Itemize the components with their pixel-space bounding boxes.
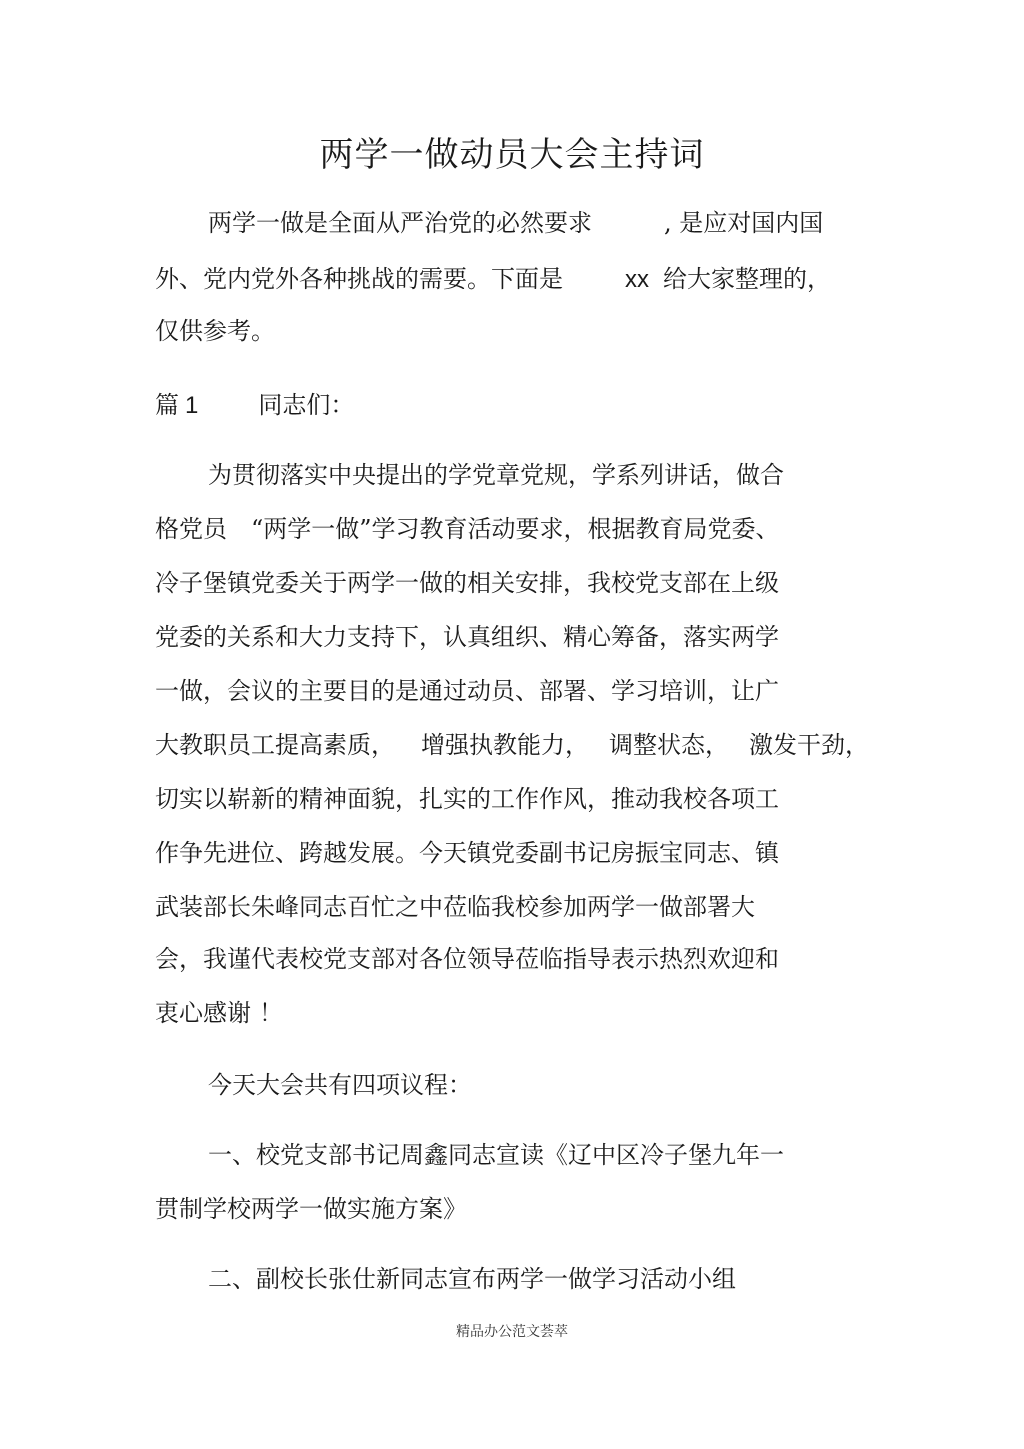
intro-text: 两学一做是全面从严治党的必然要求 bbox=[208, 209, 592, 237]
intro-text: , 是应对国内国 bbox=[664, 209, 824, 237]
para1-line-6 bbox=[155, 728, 869, 762]
para1-text: ！ bbox=[259, 1000, 283, 1027]
page-footer: 精品办公范文荟萃 bbox=[456, 1324, 568, 1340]
para1-line-8: 作争先进位、跨越发展。今天镇党委副书记房振宝同志、镇 bbox=[155, 839, 779, 867]
para1-text: 调整状态， bbox=[609, 731, 729, 759]
para1-line-11 bbox=[155, 996, 283, 1031]
para1-text: “两学一做”学习教育活动要求，根据教育局党委、 bbox=[251, 515, 780, 543]
intro-line-1 bbox=[208, 206, 823, 240]
agenda-item-1-line-1: 一、校党支部书记周鑫同志宣读《辽中区冷子堡九年一 bbox=[208, 1141, 784, 1169]
document-title: 两学一做动员大会主持词 bbox=[319, 135, 705, 175]
para1-text: 格党员 bbox=[155, 515, 227, 543]
placeholder-name: xx bbox=[625, 266, 649, 293]
para1-line-10: 会，我谨代表校党支部对各位领导莅临指导表示热烈欢迎和 bbox=[155, 945, 779, 973]
agenda-intro: 今天大会共有四项议程： bbox=[208, 1071, 472, 1099]
para1-line-5: 一做，会议的主要目的是通过动员、部署、学习培训，让广 bbox=[155, 677, 779, 705]
para1-line-1: 为贯彻落实中央提出的学党章党规，学系列讲话，做合 bbox=[208, 461, 784, 489]
para1-line-3: 冷子堡镇党委关于两学一做的相关安排，我校党支部在上级 bbox=[155, 569, 779, 597]
para1-line-4: 党委的关系和大力支持下，认真组织、精心筹备，落实两学 bbox=[155, 623, 779, 651]
para1-line-7: 切实以崭新的精神面貌，扎实的工作作风，推动我校各项工 bbox=[155, 785, 779, 813]
section-label: 篇 bbox=[155, 391, 179, 419]
section-number: 1 bbox=[185, 392, 199, 419]
intro-line-2 bbox=[155, 262, 831, 297]
para1-line-9: 武装部长朱峰同志百忙之中莅临我校参加两学一做部署大 bbox=[155, 893, 755, 921]
agenda-item-2-line-1: 二、副校长张仕新同志宣布两学一做学习活动小组 bbox=[208, 1265, 736, 1293]
intro-line-3: 仅供参考。 bbox=[155, 317, 275, 345]
intro-text: 外、党内党外各种挑战的需要。下面是 bbox=[155, 265, 563, 293]
intro-text: 给大家整理的， bbox=[663, 265, 831, 293]
para1-text: 大教职员工提高素质， bbox=[155, 731, 395, 759]
section-heading bbox=[155, 388, 354, 423]
section-greeting: 同志们： bbox=[258, 391, 355, 419]
agenda-item-1-line-2: 贯制学校两学一做实施方案》 bbox=[155, 1195, 467, 1223]
para1-line-2 bbox=[155, 512, 780, 546]
para1-text: 增强执教能力， bbox=[421, 731, 589, 759]
para1-text: 衷心感谢 bbox=[155, 999, 251, 1027]
para1-text: 激发干劲， bbox=[749, 731, 869, 759]
